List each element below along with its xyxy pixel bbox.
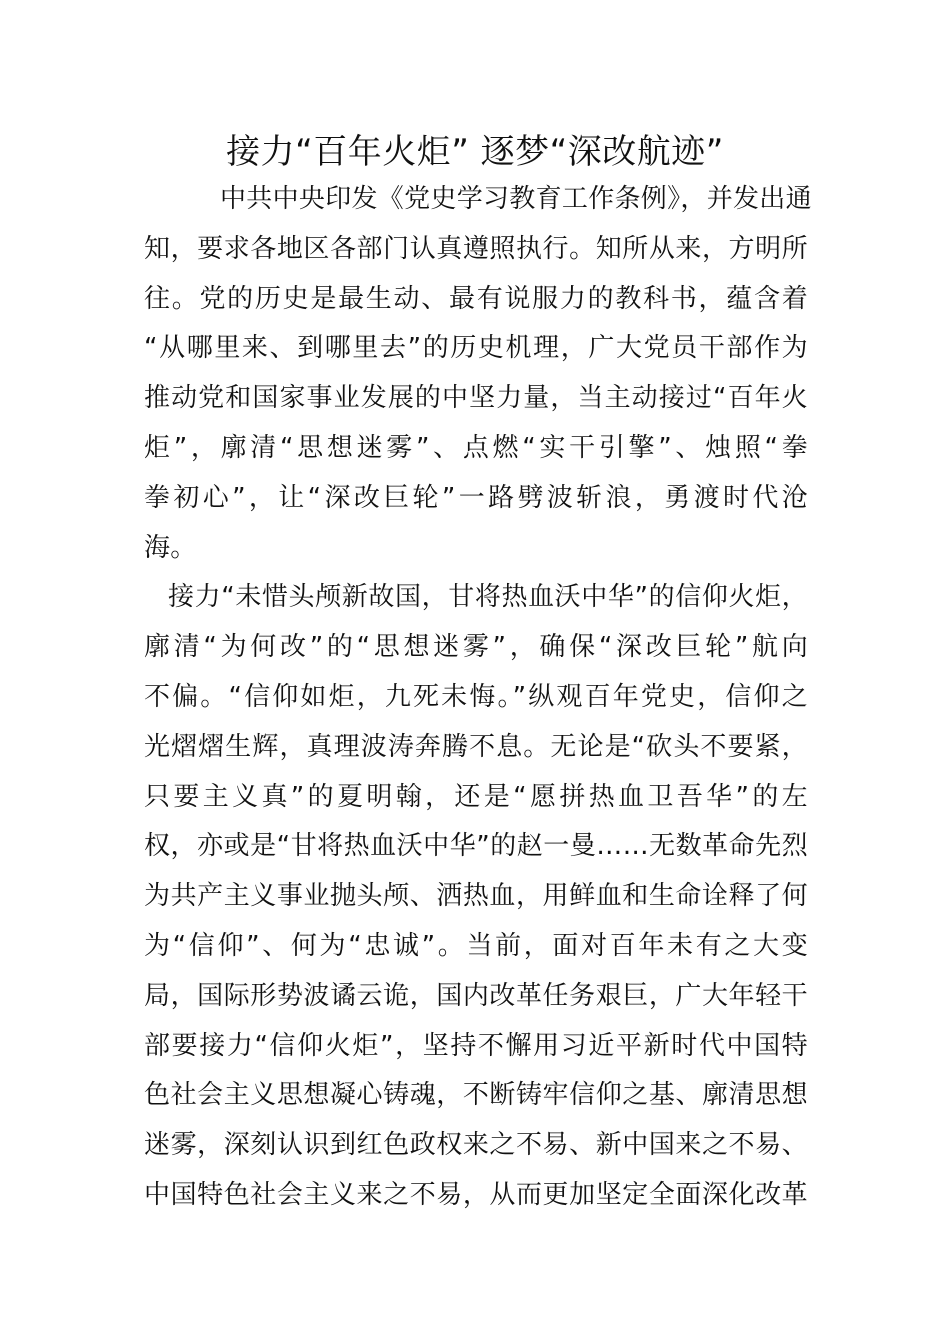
document-title: 接力“百年火炬” 逐梦“深改航迹”	[226, 132, 724, 172]
paragraph-1-line-2: 知，要求各地区各部门认真遵照执行。知所从来，方明所	[144, 233, 808, 264]
paragraph-2-line-2: 廓清“为何改”的“思想迷雾”，确保“深改巨轮”航向	[144, 632, 808, 663]
paragraph-1-line-7: 拳初心”，让“深改巨轮”一路劈波斩浪，勇渡时代沧	[144, 482, 808, 513]
paragraph-2-line-7: 为共产主义事业抛头颅、洒热血，用鲜血和生命诠释了何	[144, 881, 808, 912]
document-body	[144, 175, 812, 1221]
paragraph-2-line-13: 中国特色社会主义来之不易，从而更加坚定全面深化改革	[144, 1179, 808, 1210]
paragraph-2-line-4: 光熠熠生辉，真理波涛奔腾不息。无论是“砍头不要紧，	[144, 731, 808, 762]
paragraph-1-line-1: 中共中央印发《党史学习教育工作条例》，并发出通	[220, 184, 812, 214]
paragraph-2-line-12: 迷雾，深刻认识到红色政权来之不易、新中国来之不易、	[144, 1130, 808, 1161]
paragraph-2-line-1: 接力“未惜头颅新故国，甘将热血沃中华”的信仰火炬，	[168, 582, 808, 613]
paragraph-1-line-8: 海。	[144, 532, 197, 563]
paragraph-2-line-8: 为“信仰”、何为“忠诚”。当前，面对百年未有之大变	[144, 930, 808, 961]
paragraph-2-line-11: 色社会主义思想凝心铸魂，不断铸牢信仰之基、廓清思想	[144, 1080, 808, 1111]
paragraph-1-line-6: 炬”，廓清“思想迷雾”、点燃“实干引擎”、烛照“拳	[144, 432, 808, 463]
paragraph-2-line-6: 权，亦或是“甘将热血沃中华”的赵一曼……无数革命先烈	[144, 831, 808, 862]
paragraph-2-line-10: 部要接力“信仰火炬”，坚持不懈用习近平新时代中国特	[144, 1030, 808, 1061]
paragraph-1-line-3: 往。党的历史是最生动、最有说服力的教科书，蕴含着	[144, 283, 808, 314]
paragraph-1-line-5: 推动党和国家事业发展的中坚力量，当主动接过“百年火	[144, 383, 808, 414]
paragraph-2-line-9: 局，国际形势波谲云诡，国内改革任务艰巨，广大年轻干	[144, 980, 808, 1011]
paragraph-1-line-4: “从哪里来、到哪里去”的历史机理，广大党员干部作为	[144, 333, 808, 364]
paragraph-2-line-5: 只要主义真”的夏明翰，还是“愿拼热血卫吾华”的左	[144, 781, 808, 812]
paragraph-2-line-3: 不偏。“信仰如炬，九死未悔。”纵观百年党史，信仰之	[144, 681, 808, 712]
